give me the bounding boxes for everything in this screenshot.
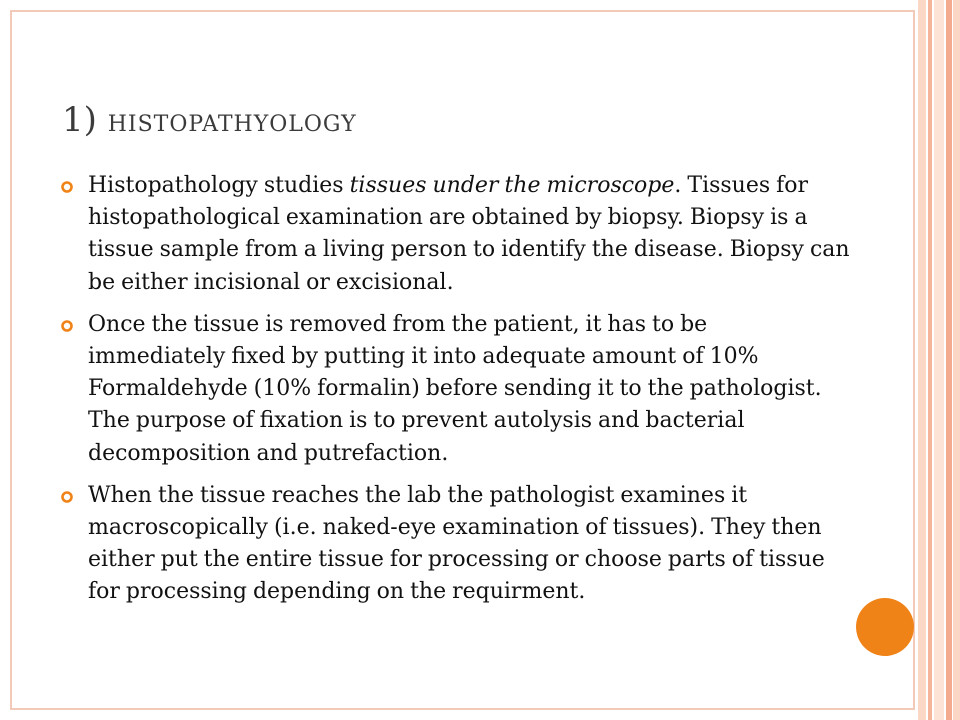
title-number: 1)	[62, 100, 97, 140]
bullet-text-post: . Tissues for histopathological examination are obtained by biopsy. Biopsy is a tissue sample from a living person to identify the disease. Biopsy can be either incisional or excisional.	[88, 173, 850, 295]
decor-stripe-5	[953, 0, 960, 720]
bullet-list	[60, 170, 850, 619]
title-text: histopathyology	[107, 101, 357, 139]
bullet-circle-icon	[60, 180, 74, 194]
bullet-item	[60, 170, 850, 299]
decor-stripe-3	[934, 0, 944, 720]
bullet-circle-icon	[60, 319, 74, 333]
bullet-text: Once the tissue is removed from the patient, it has to be immediately fixed by putting it into adequate amount of 10% Formaldehyde (10% formalin) before sending it to the pathologist. The purpose of fixation is to prevent autolysis and bacterial decomposition and putrefaction.	[88, 311, 822, 466]
decor-stripe-1	[918, 0, 926, 720]
bullet-text-pre: Histopathology studies	[88, 173, 350, 198]
bullet-text: When the tissue reaches the lab the pathologist examines it macroscopically (i.e. naked-eye examination of tissues). They then either put the entire tissue for processing or choose parts of tissue for processing depending on the requirment.	[88, 482, 825, 605]
decor-stripe-4	[946, 0, 952, 720]
bullet-text-emphasis: tissues under the microscope	[349, 173, 675, 198]
bullet-circle-icon	[60, 490, 74, 504]
slide-title	[62, 98, 357, 142]
bullet-item	[60, 309, 850, 470]
orange-circle-decoration	[856, 598, 914, 656]
decor-stripe-2	[928, 0, 932, 720]
bullet-item	[60, 480, 850, 609]
